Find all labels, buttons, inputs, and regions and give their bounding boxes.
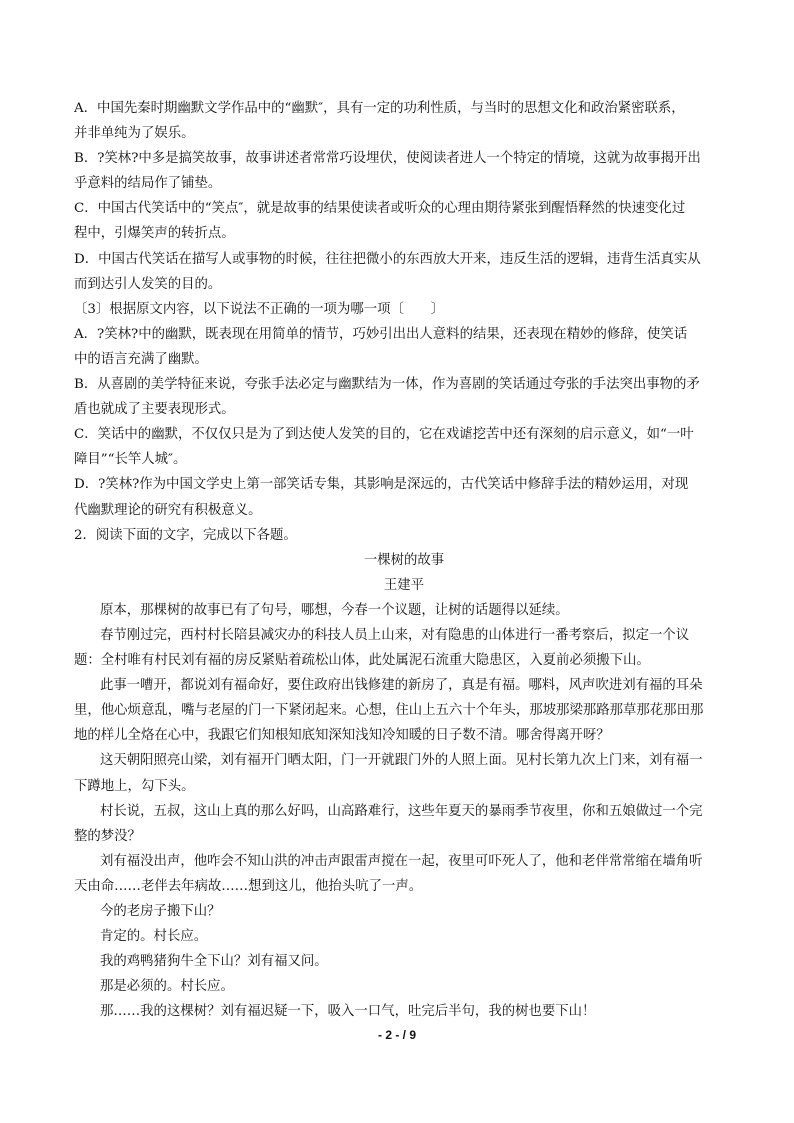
story-author: 王建平	[383, 577, 425, 593]
text-line: 程中，引爆笑声的转折点。	[74, 226, 235, 242]
story-line: 整的梦没？	[74, 828, 141, 844]
story-line: 刘有福没出声，他咋会不知山洪的冲击声跟雷声搅在一起，夜里可吓死人了，他和老伴常常缩在墙角听	[100, 853, 703, 869]
story-line: 我的鸡鸭猪狗牛全下山？刘有福又问。	[100, 954, 328, 970]
text-line: B．?笑林?中多是搞笑故事，故事讲述者常常巧设埋伏，使阅读者进人一个特定的情境，这就为故事揭开出	[74, 151, 701, 167]
story-line: 那是必须的。村长应。	[100, 979, 234, 995]
story-line: 那……我的这棵树？刘有福迟疑一下，吸入一口气，吐完后半句，我的树也要下山！	[100, 1004, 596, 1020]
story-line: 题：全村唯有村民刘有福的房反紧贴着疏松山体，此处属泥石流重大隐患区，入夏前必须搬下山。	[74, 653, 650, 669]
text-line: D．中国古代笑话在描写人或事物的时候，往往把微小的东西放大开来，违反生活的逻辑，违背生活真实从	[74, 251, 701, 267]
text-line: A．中国先秦时期幽默文学作品中的“幽默″，具有一定的功利性质，与当时的思想文化和政治紧密联系，	[74, 101, 685, 116]
story-line: 原本，那棵树的故事已有了句号，哪想，今春一个议题，让树的话题得以延续。	[100, 602, 569, 618]
story-line: 地的样儿全烙在心中，我跟它们知根知底知深知浅知冷知暖的日子数不清。哪舍得离开呀？	[74, 728, 610, 744]
story-line: 这天朝阳照亮山梁，刘有福开门晒太阳，门一开就跟门外的人照上面。见村长第九次上门来，刘有福一	[100, 753, 703, 769]
story-line: 此事一嘈开，都说刘有福命好，要住政府出钱修建的新房了，真是有福。哪料，风声吹进刘有福的耳朵	[100, 678, 703, 694]
text-line: 盾也就成了主要表现形式。	[74, 402, 235, 418]
text-line: 并非单纯为了娱乐。	[74, 126, 195, 142]
text-line: 2．阅读下面的文字，完成以下各题。	[74, 527, 297, 543]
text-line: 中的语言充满了幽默。	[74, 351, 208, 367]
story-line: 春节刚过完，西村村长陪县减灾办的科技人员上山来，对有隐患的山体进行一番考察后，拟定一个议	[100, 627, 690, 643]
text-line: B．从喜剧的美学特征来说，夸张手法必定与幽默结为一体，作为喜剧的笑话通过夸张的手法突出事物的矛	[74, 377, 700, 393]
text-line: 〔3〕根据原文内容，以下说法不正确的一项为哪一项〔 〕	[74, 301, 445, 317]
story-line: 今的老房子搬下山？	[100, 904, 221, 919]
story-section	[74, 598, 734, 1025]
text-line: C．笑话中的幽默，不仅仅只是为了到达使人发笑的目的，它在戏谑挖苦中还有深刻的启示意义，如“一叶	[74, 427, 694, 443]
text-line: 代幽默理论的研究有积极意义。	[74, 502, 262, 518]
question-section	[74, 96, 734, 548]
text-line: 乎意料的结局作了铺垫。	[74, 176, 222, 192]
text-line: 而到达引人发笑的目的。	[74, 276, 222, 292]
story-line: 肯定的。村长应。	[100, 929, 208, 945]
story-line: 天由命……老伴去年病故……想到这儿，他抬头吭了一声。	[74, 878, 423, 894]
story-line: 下蹲地上，勾下头。	[74, 778, 195, 794]
text-line: A．?笑林?中的幽默，既表现在用简单的情节，巧妙引出出人意料的结果，还表现在精妙的修辞，使笑话	[74, 326, 688, 342]
text-line: D．?笑林?作为中国文学史上第一部笑话专集，其影响是深远的，古代笑话中修辞手法的精妙运用，对现	[74, 477, 689, 493]
text-line: C．中国古代笑话中的“笑点″，就是故事的结果使读者或听众的心理由期待紧张到醒悟释然的快速变化过	[74, 201, 686, 217]
document-body	[74, 96, 734, 1024]
story-title: 一棵树的故事	[363, 552, 445, 568]
story-line: 村长说，五叔，这山上真的那么好吗，山高路难行，这些年夏天的暴雨季节夜里，你和五娘做过一个完	[100, 803, 703, 819]
text-line: 障目”“长竿人城″。	[74, 452, 187, 468]
page-number: - 2 - / 9	[377, 1028, 416, 1042]
story-line: 里，他心烦意乱，嘴与老屋的门一下紧闭起来。心想，住山上五六十个年头，那坡那梁那路那草那花那田那	[74, 703, 704, 719]
